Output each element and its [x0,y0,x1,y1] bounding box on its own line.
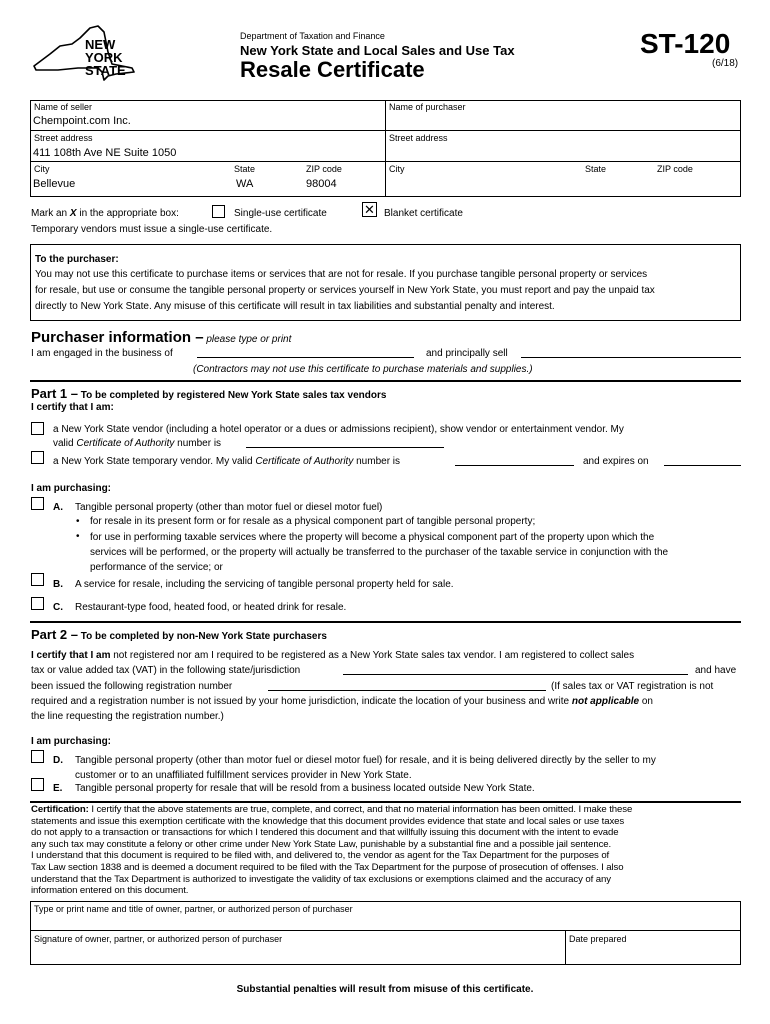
purchaser-info-note: please type or print [203,334,292,345]
option-d-checkbox[interactable] [31,750,44,763]
prompt-x: X [69,208,77,219]
notice-line: directly to New York State. Any misuse of this certificate will result in tax liabilities and substantial penalty and interest. [35,301,555,312]
blanket-label: Blanket certificate [384,208,463,219]
penalty-warning: Substantial penalties will result from misuse of this certificate. [236,984,534,995]
registration-number-field[interactable] [268,690,546,691]
form-number: ST-120 [640,28,731,59]
purchaser-info-title: Purchaser information – [31,329,204,346]
vendor-authority-number-field[interactable] [246,447,444,448]
option-a-bullet-2 [90,530,668,575]
seller-city-field[interactable]: Bellevue [33,178,76,190]
temp-c: number is [353,456,401,467]
tax-jurisdiction-label: tax or value added tax (VAT) in the following state/jurisdiction [31,665,301,676]
certification-line: any such tax may constitute a felony or other crime under New York State Law, punishable by a substantial fine and a possible jail sentence. [31,838,612,850]
single-use-label: Single-use certificate [234,208,327,219]
bullet-dot-1: • [76,516,80,527]
option-c-letter: C. [53,602,63,613]
seller-zip-label: ZIP code [306,164,342,174]
number-is: number is [174,438,222,449]
principally-sell-label: and principally sell [426,348,508,359]
purchaser-zip-label: ZIP code [657,164,693,174]
certification-line: information entered on this document. [31,885,189,897]
nys-vendor-checkbox[interactable] [31,422,44,435]
part1-certify: I certify that I am: [31,402,114,413]
nys-vendor-line2 [53,438,221,449]
purchaser-state-field[interactable] [583,176,643,194]
seller-name-field[interactable]: Chempoint.com Inc. [33,115,131,127]
bullet-2-line: services will be performed, or the property will actually be transferred to the purchaser of the taxable service in conjunction with the [90,547,669,558]
required-a: required and a registration number is not issued by your home jurisdiction, indicate the location of your business and write [31,696,572,707]
option-a-letter: A. [53,502,63,513]
not-applicable: not applicable [571,696,640,707]
option-c-text: Restaurant-type food, heated food, or heated drink for resale. [75,602,347,613]
form-subtitle: New York State and Local Sales and Use Tax [240,43,515,58]
single-use-checkbox[interactable] [212,205,225,218]
principally-sell-field[interactable] [521,357,741,358]
certification-text [31,804,632,897]
prompt-suffix: in the appropriate box: [76,208,179,219]
and-have-label: and have [695,665,737,676]
purchaser-name-field[interactable] [387,113,737,129]
date-prepared-field[interactable] [567,945,738,963]
certification-line: I certify that the above statements are true, complete, and correct, and that no material information has been omitted. I make these [88,804,633,815]
notice-body [35,268,655,314]
notice-heading: To the purchaser: [35,254,119,265]
expires-label: and expires on [583,456,649,467]
temporary-vendor-note: Temporary vendors must issue a single-use certificate. [31,224,273,235]
registration-label: been issued the following registration number [31,681,233,692]
part2-title: Part 2 – [31,627,78,642]
option-a-text: Tangible personal property (other than motor fuel or diesel motor fuel) [75,502,383,513]
certificate-of-authority: Certificate of Authority [76,438,175,449]
nys-vendor-text: a New York State vendor (including a hotel operator or a dues or admissions recipient), show vendor or entertainment vendor. My [53,424,624,435]
certification-line: understand that the Tax Department is authorized to investigate the validity of tax exclusions or exemptions claimed and the accuracy of any [31,873,611,885]
contractors-note: (Contractors may not use this certificate to purchase materials and supplies.) [193,364,533,375]
state-logo [85,38,126,77]
temporary-vendor-text [53,456,400,467]
option-b-checkbox[interactable] [31,573,44,586]
bullet-2-line: performance of the service; or [90,562,223,573]
state-logo-line-1: NEW [85,37,116,52]
part2-purchasing-label: I am purchasing: [31,736,112,747]
required-text [31,696,653,707]
purchaser-info-heading [31,329,291,347]
seller-zip-field[interactable]: 98004 [306,178,337,190]
certificate-of-authority: Certificate of Authority [255,456,354,467]
requested-line: the line requesting the registration number.) [31,711,224,722]
option-b-letter: B. [53,579,63,590]
part2-note: To be completed by non-New York State purchasers [77,631,327,642]
state-logo-line-3: STATE [85,63,126,78]
state-logo-line-2: YORK [85,50,123,65]
date-prepared-label: Date prepared [569,934,627,944]
part2-certify [31,650,634,661]
certification-line: statements and issue this exemption certificate with the knowledge that this document provides evidence that state and local sales or use taxes [31,815,625,827]
seller-street-field[interactable]: 411 108th Ave NE Suite 1050 [33,147,177,159]
purchaser-city-field[interactable] [387,176,577,194]
temporary-vendor-checkbox[interactable] [31,451,44,464]
seller-state-field[interactable]: WA [236,178,254,190]
certification-line: I understand that this document is required to be filed with, and delivered to, the vendor as agent for the Tax Department for the purposes of [31,850,610,862]
temp-authority-number-field[interactable] [455,465,574,466]
purchaser-city-label: City [389,164,405,174]
certification-line: do not apply to a transaction or transactions for which I tendered this document and that willfully issuing this document with the intent to evade [31,827,619,839]
option-a-checkbox[interactable] [31,497,44,510]
option-e-checkbox[interactable] [31,778,44,791]
purchaser-zip-field[interactable] [655,176,737,194]
option-b-text: A service for resale, including the servicing of tangible personal property held for sale. [75,579,454,590]
bullet-2-line: for use in performing taxable services where the property will become a physical component part of the property upon which the [90,532,655,543]
required-c: on [639,696,653,707]
bullet-dot-2: • [76,531,80,542]
option-e-letter: E. [53,783,63,794]
signature-label: Signature of owner, partner, or authorized person of purchaser [34,934,283,944]
certification-label: Certification: [31,804,89,815]
vendor-valid: valid [53,438,77,449]
certification-line: Tax Law section 1838 and is deemed a document required to be filed with the Tax Department for the purpose of prosecution of offenses. I also [31,861,624,873]
signature-field[interactable] [32,945,562,963]
jurisdiction-field[interactable] [343,674,688,675]
option-d-letter: D. [53,755,63,766]
blanket-checkbox[interactable] [362,202,377,217]
business-field[interactable] [197,357,414,358]
temp-a: a New York State temporary vendor. My valid [53,456,256,467]
purchaser-name-label: Name of purchaser [389,102,466,112]
option-d-text [75,753,656,783]
part2-heading [31,626,327,644]
certificate-type-prompt [31,208,179,219]
seller-city-label: City [34,164,50,174]
option-d-line: customer or to an unaffiliated fulfillment services provider in New York State. [75,770,412,781]
purchaser-street-field[interactable] [387,145,737,160]
expires-field[interactable] [664,465,741,466]
seller-state-label: State [234,164,256,174]
purchaser-state-label: State [585,164,607,174]
name-title-field[interactable] [32,914,738,929]
notice-line: for resale, but use or consume the tangible personal property or services yourself in New York State, you must report and pay the unpaid tax [35,285,655,296]
business-label: I am engaged in the business of [31,348,173,359]
option-a-bullet-1: for resale in its present form or for resale as a physical component part of tangible personal property; [90,516,536,527]
prompt-prefix: Mark an [31,208,70,219]
form-title: Resale Certificate [240,57,425,82]
notice-line: You may not use this certificate to purchase items or services that are not for resale. If you purchase tangible personal property or services [35,269,648,280]
if-sales-label: (If sales tax or VAT registration is not [551,681,714,692]
part1-note: To be completed by registered New York State sales tax vendors [77,390,387,401]
purchaser-street-label: Street address [389,133,448,143]
part1-title: Part 1 – [31,386,78,401]
option-d-line: Tangible personal property (other than motor fuel or diesel motor fuel) for resale, and it is being delivered directly by the seller to my [75,755,656,766]
option-c-checkbox[interactable] [31,597,44,610]
form-revision: (6/18) [712,58,739,69]
part1-heading [31,385,386,403]
name-title-label: Type or print name and title of owner, partner, or authorized person of purchaser [34,904,353,914]
part1-purchasing-label: I am purchasing: [31,483,112,494]
blanket-check-mark: ✕ [364,202,375,217]
option-e-text: Tangible personal property for resale that will be resold from a business located outside New York State. [75,783,535,794]
seller-name-label: Name of seller [34,102,93,112]
department-name: Department of Taxation and Finance [240,31,385,41]
seller-street-label: Street address [34,133,93,143]
certify-bold: I certify that I am [31,650,111,661]
certify-rest: not registered nor am I required to be registered as a New York State sales tax vendor. I am registered to collect sales [110,650,635,661]
